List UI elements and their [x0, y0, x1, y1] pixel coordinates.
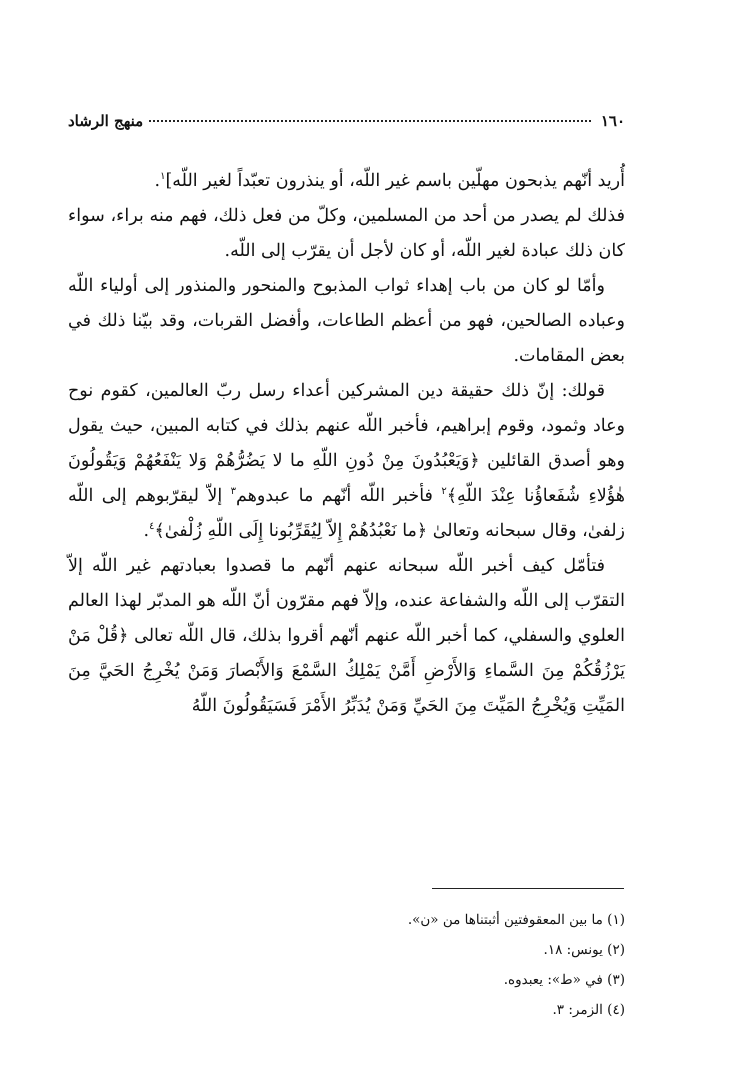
footnotes: [68, 905, 625, 1025]
paragraph-4: [68, 374, 625, 549]
paragraph-4-text-1: قولك: إنّ ذلك حقيقة دين المشركين أعداء رسل ربّ العالمين، كقوم نوح وعاد وثمود، وقوم إبراهيم، فأخبر اللّه عنهم بذلك في كتابه المبين، حيث يقول وهو أصدق القائلين ﴿وَيَعْبُدُونَ مِنْ دُونِ اللّهِ ما لا يَضُرُّهُمْ وَلا يَنْفَعُهُمْ وَيَقُولُونَ هٰؤُلاءِ شُفَعاؤُنا عِنْدَ اللّهِ﴾: [68, 381, 625, 506]
footnote-ref-2: ٢: [441, 486, 447, 498]
paragraph-5: فتأمّل كيف أخبر اللّه سبحانه عنهم أنّهم ما قصدوا بعبادتهم غير اللّه إلاّ التقرّب إلى اللّه والشفاعة عنده، وإلاّ فهم مقرّون أنّ اللّه هو المدبّر لهذا العالم العلوي والسفلي، كما أخبر اللّه عنهم أنّهم أقروا بذلك، قال اللّه تعالى ﴿قُلْ مَنْ يَرْزُقُكُمْ مِنَ السَّماءِ وَالأَرْضِ أَمَّنْ يَمْلِكُ السَّمْعَ وَالأَبْصارَ وَمَنْ يُخْرِجُ الحَيَّ مِنَ المَيِّتِ وَيُخْرِجُ المَيِّتَ مِنَ الحَيِّ وَمَنْ يُدَبِّرُ الأَمْرَ فَسَيَقُولُونَ اللّهُ: [68, 556, 625, 716]
main-text: [68, 164, 625, 724]
footnote-separator: [432, 888, 624, 889]
footnote-ref-1: ١: [160, 171, 166, 183]
paragraph-1-text: أُريد أنّهم يذبحون مهلّين باسم غير اللّه، أو ينذرون تعبّداً لغير اللّه]: [165, 171, 625, 191]
running-header: [68, 112, 625, 130]
paragraph-1: [68, 164, 625, 199]
paragraph-4-text-3: إلاّ ليقرّبوهم إلى اللّه زلفىٰ، وقال سبحانه وتعالىٰ ﴿ما نَعْبُدُهُمْ إِلاّ لِيُقَرِّبُونا إِلَى اللّهِ زُلْفىٰ﴾: [68, 486, 625, 541]
footnote-4: (٤) الزمر: ٣.: [552, 1002, 625, 1018]
footnote-1: (١) ما بين المعقوفتين أثبتناها من «ن».: [407, 912, 625, 928]
paragraph-4-text-2: فأخبر اللّه أنّهم ما عبدوهم: [236, 486, 442, 506]
header-dot-leader: [149, 120, 591, 122]
book-title: منهج الرشاد: [68, 112, 144, 130]
paragraph-4-end: .: [143, 521, 150, 541]
paragraph-2: فذلك لم يصدر من أحد من المسلمين، وكلّ من فعل ذلك، فهم منه براء، سواء كان ذلك عبادة لغير اللّه، أو كان لأجل أن يقرّب إلى اللّه.: [68, 206, 625, 261]
page-number: ١٦٠: [600, 112, 625, 130]
footnote-2: (٢) يونس: ١٨.: [543, 942, 625, 958]
paragraph-1-end: .: [154, 171, 161, 191]
footnote-3: (٣) في «ط»: يعبدوه.: [503, 972, 625, 988]
paragraph-3: وأمّا لو كان من باب إهداء ثواب المذبوح والمنحور والمنذور إلى أولياء اللّه وعباده الصالحين، فهو من أعظم الطاعات، وأفضل القربات، وقد بيّنا ذلك في بعض المقامات.: [68, 276, 625, 366]
footnote-ref-4: ٤: [149, 521, 155, 533]
footnote-ref-3: ٣: [230, 486, 236, 498]
